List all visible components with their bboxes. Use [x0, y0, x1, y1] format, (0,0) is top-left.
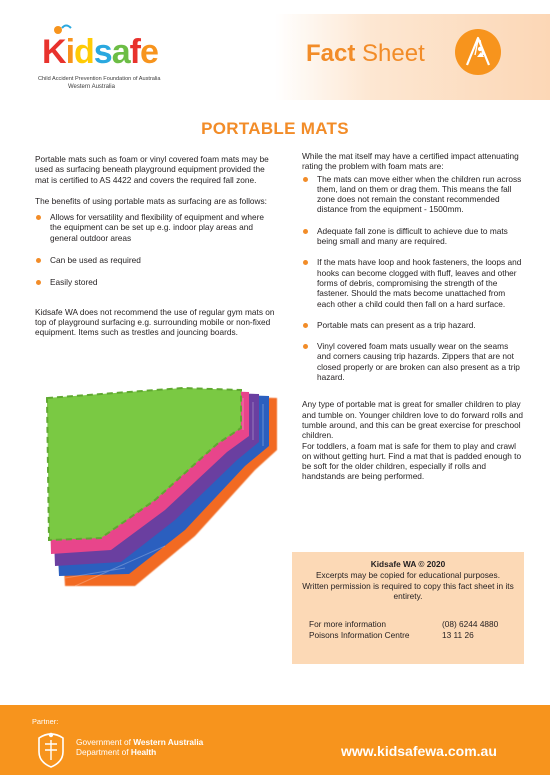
website-link[interactable]: www.kidsafewa.com.au — [341, 743, 497, 759]
dept-prefix: Department of — [76, 747, 131, 757]
list-item: Adequate fall zone is difficult to achieve due to mats being small and many are required. — [302, 226, 524, 247]
logo-subtitle: Child Accident Prevention Foundation of Australia — [38, 76, 161, 82]
swing-icon — [453, 27, 503, 77]
gov-state: Western Australia — [133, 737, 204, 747]
copyright-title: Kidsafe WA © 2020 — [370, 559, 446, 569]
page-title: PORTABLE MATS — [201, 119, 349, 138]
government-label — [76, 737, 203, 757]
header — [0, 0, 550, 100]
list-item: Vinyl covered foam mats usually wear on the seams and corners causing trip hazards. Zippers that are not closed properly or are broken can also present as a trip hazard. — [302, 341, 524, 382]
logo-letter: a — [111, 33, 130, 71]
intro-paragraph: Portable mats such as foam or vinyl covered foam mats may be used as surfacing beneath playground equipment provided the mat is certified to AS 4422 and covers the required fall zone. — [35, 154, 269, 185]
list-item: Portable mats can present as a trip hazard. — [302, 320, 524, 330]
logo-letter: d — [74, 33, 94, 71]
list-item: Easily stored — [35, 277, 275, 287]
logo-letter: K — [42, 33, 66, 71]
copyright-text: Excerpts may be copied for educational purposes. Written permission is required to copy this fact sheet in its entirety. — [302, 570, 514, 601]
contact-value: 13 11 26 — [442, 630, 474, 640]
wa-crest-icon — [35, 730, 67, 768]
partner-label: Partner: — [32, 717, 59, 726]
contact-row — [309, 619, 499, 629]
benefits-list — [35, 212, 275, 287]
logo-letter: i — [65, 33, 75, 71]
footer — [0, 705, 550, 775]
fact-word: Fact — [306, 40, 356, 67]
gov-line-2 — [76, 747, 203, 757]
logo-wordmark — [42, 32, 158, 72]
list-item: If the mats have loop and hook fasteners, the loops and hooks can become clogged with fluff, leaves and other forms of debris, compromising the strength of the fastener. Should the mats become unattached from each other a child could then fall on a hard surface. — [302, 257, 524, 308]
dept-name: Health — [130, 747, 157, 757]
logo-letter: f — [129, 33, 140, 71]
contact-value: (08) 6244 4880 — [442, 619, 499, 629]
closing-paragraph-2: For toddlers, a foam mat is safe for them to play and crawl on without getting hurt. Find a mat that is padded enough to be soft for the older children, especially if rolls and handstands are being performed. — [302, 440, 522, 482]
list-item: The mats can move either when the children run across them, land on them or drag them. This means the fall zone does not remain the constant recommended distance from the equipment - 1500mm. — [302, 174, 524, 215]
kidsafe-logo — [38, 24, 168, 92]
fact-sheet-title — [306, 40, 425, 68]
logo-letter: s — [93, 33, 112, 71]
problems-list — [302, 174, 524, 383]
closing-paragraph: Any type of portable mat is great for smaller children to play and tumble on. Younger children love to do forward rolls and tumble around, and this can be great exercise for preschool children. — [302, 399, 523, 441]
gov-line-1 — [76, 737, 203, 747]
recommendation-note: Kidsafe WA does not recommend the use of regular gym mats on top of playground surfacing e.g. surrounding mobile or non-fixed equipment. Items such as trestles and jouncing boards. — [35, 306, 275, 338]
problems-intro: While the mat itself may have a certified impact attenuating rating the problem with foam mats are: — [302, 151, 519, 172]
copyright-box — [292, 552, 524, 664]
left-column — [35, 154, 275, 338]
gov-prefix: Government of — [76, 737, 134, 747]
logo-letter: e — [139, 33, 158, 71]
contact-row — [309, 630, 474, 640]
logo-region: Western Australia — [68, 84, 115, 90]
contact-label: Poisons Information Centre — [309, 630, 410, 640]
foam-mats-photo — [45, 386, 281, 618]
sheet-word: Sheet — [355, 40, 425, 67]
right-column — [302, 151, 524, 482]
contact-label: For more information — [309, 619, 387, 629]
benefits-intro: The benefits of using portable mats as surfacing are as follows: — [35, 195, 267, 206]
list-item: Allows for versatility and flexibility of equipment and where the equipment can be set up e.g. indoor play areas and general outdoor areas — [35, 212, 275, 243]
list-item: Can be used as required — [35, 255, 275, 265]
